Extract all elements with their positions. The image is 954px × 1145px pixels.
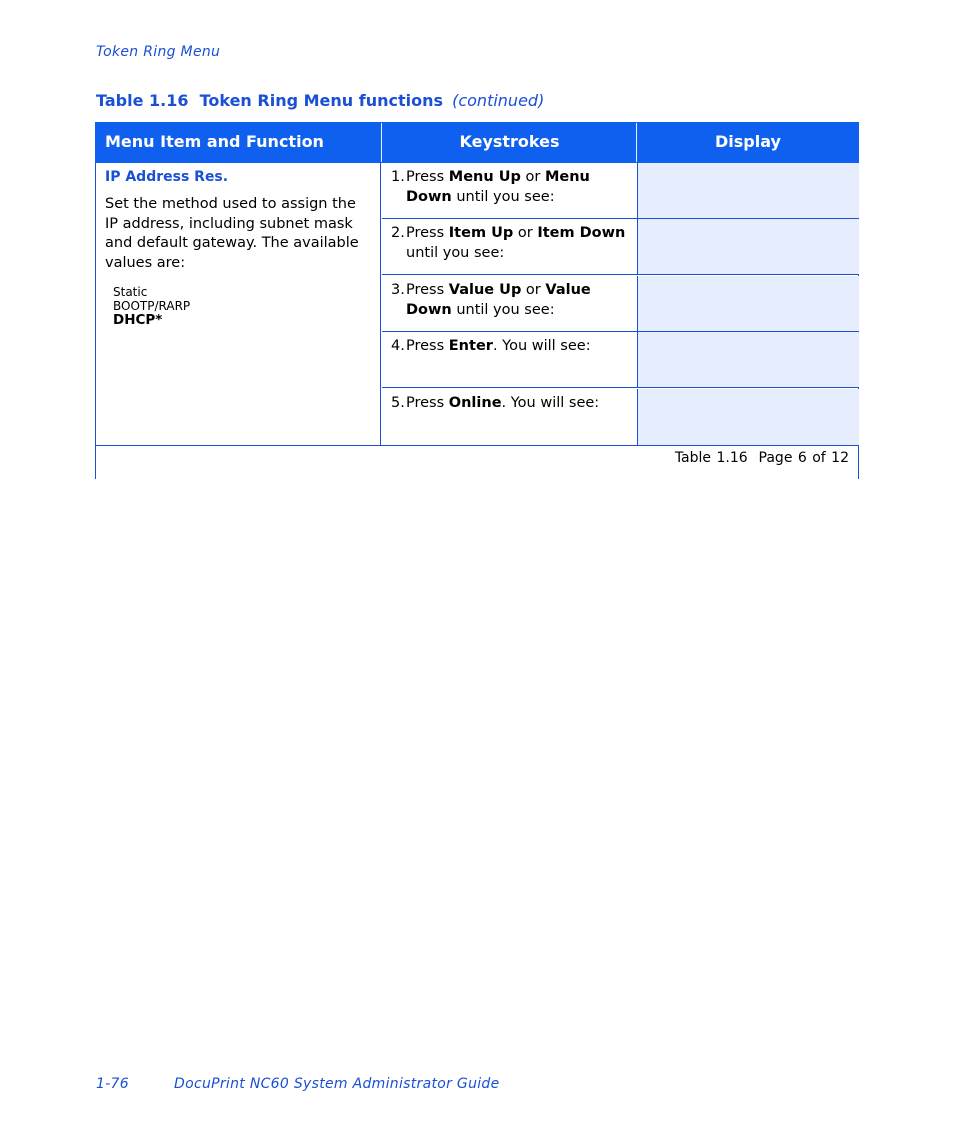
value-option: Static (113, 285, 148, 299)
header-keystrokes: Keystrokes (459, 132, 560, 151)
step-number: 3. (391, 282, 405, 298)
keystroke-step-2 (382, 219, 637, 275)
keystroke-step-3 (382, 276, 637, 332)
page-number: 1-76 (96, 1076, 129, 1092)
step-text-part: Press (406, 395, 449, 411)
table-caption (96, 91, 544, 110)
page-footer (96, 1076, 500, 1092)
step-key: Menu Up (448, 169, 521, 185)
step-text-part: . You will see: (492, 338, 591, 354)
display-cell-2 (637, 219, 859, 275)
step-text-part: until you see: (451, 301, 555, 318)
step-key: Value Up (448, 282, 522, 298)
step-number: 2. (391, 225, 405, 241)
step-text (406, 224, 629, 263)
keystroke-step-5 (382, 389, 637, 445)
step-key: Value Down (406, 282, 591, 318)
available-values-list (113, 285, 371, 327)
table-page-indicator: Table 1.16 Page 6 of 12 (674, 450, 849, 466)
table-continued-label: (continued) (452, 91, 545, 110)
step-text-part: Press (406, 282, 449, 298)
step-key: Online (448, 395, 502, 411)
step-key: Item Up (448, 225, 514, 241)
step-number: 4. (391, 338, 405, 354)
display-cell-5 (637, 389, 859, 445)
step-text-part: Press (406, 169, 449, 185)
keystroke-step-4 (382, 332, 637, 388)
display-cell-1 (637, 163, 859, 219)
table-footer-row (95, 446, 859, 479)
value-option: BOOTP/RARP (113, 299, 191, 313)
step-text (406, 281, 629, 320)
step-text-part: Press (406, 225, 449, 241)
table-number: Table 1.16 (96, 91, 189, 110)
step-key: Enter (448, 338, 493, 354)
step-text-part: or (513, 225, 538, 241)
step-text-part: . You will see: (501, 395, 600, 411)
step-text-part: until you see: (406, 244, 505, 261)
step-text-part: or (521, 282, 546, 298)
step-text (406, 337, 629, 357)
header-display: Display (715, 132, 781, 151)
step-text (406, 168, 629, 207)
step-text-part: Press (406, 338, 449, 354)
display-cell-3 (637, 276, 859, 332)
header-menu-item: Menu Item and Function (105, 132, 324, 151)
guide-title: DocuPrint NC60 System Administrator Guide (174, 1076, 500, 1092)
step-text-part: until you see: (451, 188, 555, 205)
table-title: Token Ring Menu functions (199, 91, 443, 110)
table-header-row (95, 122, 859, 163)
step-key: Item Down (537, 225, 626, 241)
menu-item-title: IP Address Res. (105, 169, 229, 185)
step-key: Menu Down (406, 169, 590, 205)
menu-item-cell (96, 163, 381, 445)
value-option-default: DHCP* (113, 312, 163, 328)
running-head: Token Ring Menu (96, 44, 221, 60)
table-body-row (95, 163, 859, 446)
menu-item-description: Set the method used to assign the IP address, including subnet mask and default gateway. The available values are: (105, 196, 359, 271)
step-number: 1. (391, 169, 405, 185)
display-cell-4 (637, 332, 859, 388)
keystroke-step-1 (382, 163, 637, 219)
step-text-part: or (520, 169, 545, 185)
token-ring-menu-table (95, 122, 859, 479)
step-number: 5. (391, 395, 405, 411)
step-text (406, 394, 629, 414)
